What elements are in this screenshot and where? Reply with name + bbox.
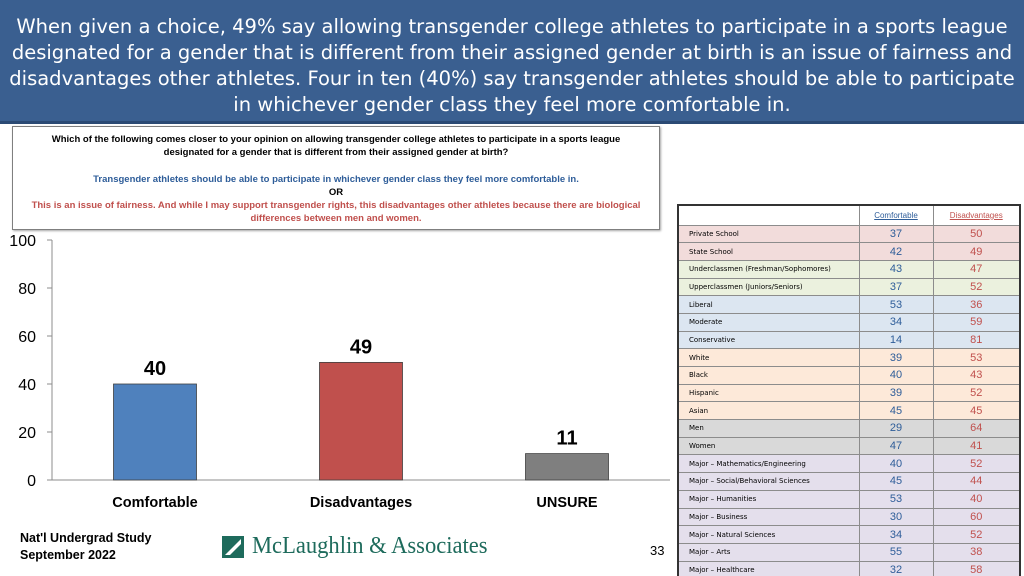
row-disadvantages-value: 52 [933,455,1020,473]
row-comfortable-value: 30 [859,508,933,526]
study-name: Nat'l Undergrad Study [20,531,152,545]
row-disadvantages-value: 43 [933,367,1020,385]
table-row [678,260,1020,278]
row-disadvantages-value: 50 [933,225,1020,243]
row-comfortable-value: 40 [859,367,933,385]
row-label: Upperclassmen (Juniors/Seniors) [678,278,859,296]
row-label: Major – Mathematics/Engineering [678,455,859,473]
row-disadvantages-value: 81 [933,331,1020,349]
y-tick-label: 40 [18,377,36,394]
company-logo [222,533,503,560]
row-disadvantages-value: 53 [933,349,1020,367]
row-label: Black [678,367,859,385]
row-comfortable-value: 40 [859,455,933,473]
row-label: Major – Natural Sciences [678,526,859,544]
mclaughlin-logo-mark-icon [222,536,244,558]
row-disadvantages-value: 60 [933,508,1020,526]
table-row [678,543,1020,561]
page-number: 33 [650,543,665,558]
table-row [678,561,1020,576]
bar [526,454,609,480]
table-row [678,420,1020,438]
bar-data-label: 49 [349,336,373,359]
table-row [678,402,1020,420]
row-label: Conservative [678,331,859,349]
bar-chart [0,230,670,520]
row-comfortable-value: 37 [859,225,933,243]
y-tick-label: 80 [18,281,36,298]
row-label: Asian [678,402,859,420]
row-label: White [678,349,859,367]
y-tick-label: 20 [18,425,36,442]
y-tick-label: 60 [18,329,36,346]
row-disadvantages-value: 41 [933,437,1020,455]
row-disadvantages-value: 52 [933,384,1020,402]
header-banner [0,0,1024,124]
row-disadvantages-value: 36 [933,296,1020,314]
table-row [678,437,1020,455]
row-disadvantages-value: 52 [933,278,1020,296]
row-label: Men [678,420,859,438]
table-row [678,367,1020,385]
row-label: State School [678,243,859,261]
table-row [678,278,1020,296]
y-tick-label: 0 [27,473,36,490]
row-comfortable-value: 53 [859,296,933,314]
row-comfortable-value: 47 [859,437,933,455]
row-disadvantages-value: 44 [933,473,1020,491]
option-or-text: OR [328,187,344,198]
row-disadvantages-value: 64 [933,420,1020,438]
bar [320,362,403,480]
table-row [678,526,1020,544]
row-comfortable-value: 53 [859,490,933,508]
row-label: Major – Arts [678,543,859,561]
table-row [678,243,1020,261]
row-label: Moderate [678,313,859,331]
table-row [678,331,1020,349]
row-label: Private School [678,225,859,243]
bar [114,384,197,480]
row-comfortable-value: 45 [859,402,933,420]
study-date: September 2022 [20,548,116,562]
x-category-label: Disadvantages [309,495,413,511]
bar-data-label: 40 [143,358,167,380]
bar-data-label: 11 [556,427,578,450]
row-comfortable-value: 42 [859,243,933,261]
row-comfortable-value: 39 [859,349,933,367]
table-row [678,490,1020,508]
row-disadvantages-value: 49 [933,243,1020,261]
table-row [678,349,1020,367]
row-label: Underclassmen (Freshman/Sophomores) [678,260,859,278]
row-comfortable-value: 37 [859,278,933,296]
row-label: Women [678,437,859,455]
study-info [20,530,151,564]
table-header-blank [678,205,859,225]
row-label: Major – Healthcare [678,561,859,576]
table-row [678,296,1020,314]
table-row [678,225,1020,243]
subgroup-table [677,204,1019,576]
row-disadvantages-value: 45 [933,402,1020,420]
x-category-label: UNSURE [536,495,598,511]
row-comfortable-value: 43 [859,260,933,278]
row-comfortable-value: 55 [859,543,933,561]
row-comfortable-value: 14 [859,331,933,349]
question-text: Which of the following comes closer to your opinion on allowing transgender college athletes to participate in a sports league designated for a gender that is different from their assigned gender at birth? [51,134,621,158]
table-row [678,508,1020,526]
row-disadvantages-value: 47 [933,260,1020,278]
row-comfortable-value: 39 [859,384,933,402]
row-disadvantages-value: 58 [933,561,1020,576]
row-disadvantages-value: 52 [933,526,1020,544]
row-comfortable-value: 45 [859,473,933,491]
header-text: When given a choice, 49% say allowing transgender college athletes to participate in a sports league designated for a gender that is different from their assigned gender at birth is an issue of fairness and disadvantages other athletes. Four in ten (40%) say transgender athletes should be able to participate in whichever gender class they feel more comfortable in. [9,15,1015,116]
option-disadvantages-text: This is an issue of fairness. And while I may support transgender rights, this disadvantages other athletes because there are biological differences between men and women. [31,200,641,224]
table-header-comfortable: Comfortable [859,205,933,225]
table-row [678,455,1020,473]
row-disadvantages-value: 59 [933,313,1020,331]
row-comfortable-value: 29 [859,420,933,438]
table-header-disadvantages: Disadvantages [933,205,1020,225]
y-tick-label: 100 [9,233,36,250]
option-comfortable-text: Transgender athletes should be able to participate in whichever gender class they feel more comfortable in. [93,174,579,185]
row-comfortable-value: 34 [859,313,933,331]
table-row [678,384,1020,402]
row-label: Major – Social/Behavioral Sciences [678,473,859,491]
table-row [678,473,1020,491]
row-disadvantages-value: 40 [933,490,1020,508]
x-category-label: Comfortable [112,495,198,511]
row-label: Liberal [678,296,859,314]
row-label: Hispanic [678,384,859,402]
logo-text: McLaughlin & Associates [252,533,488,559]
row-disadvantages-value: 38 [933,543,1020,561]
question-box [12,126,660,230]
table-row [678,313,1020,331]
row-comfortable-value: 34 [859,526,933,544]
row-label: Major – Humanities [678,490,859,508]
row-label: Major – Business [678,508,859,526]
row-comfortable-value: 32 [859,561,933,576]
